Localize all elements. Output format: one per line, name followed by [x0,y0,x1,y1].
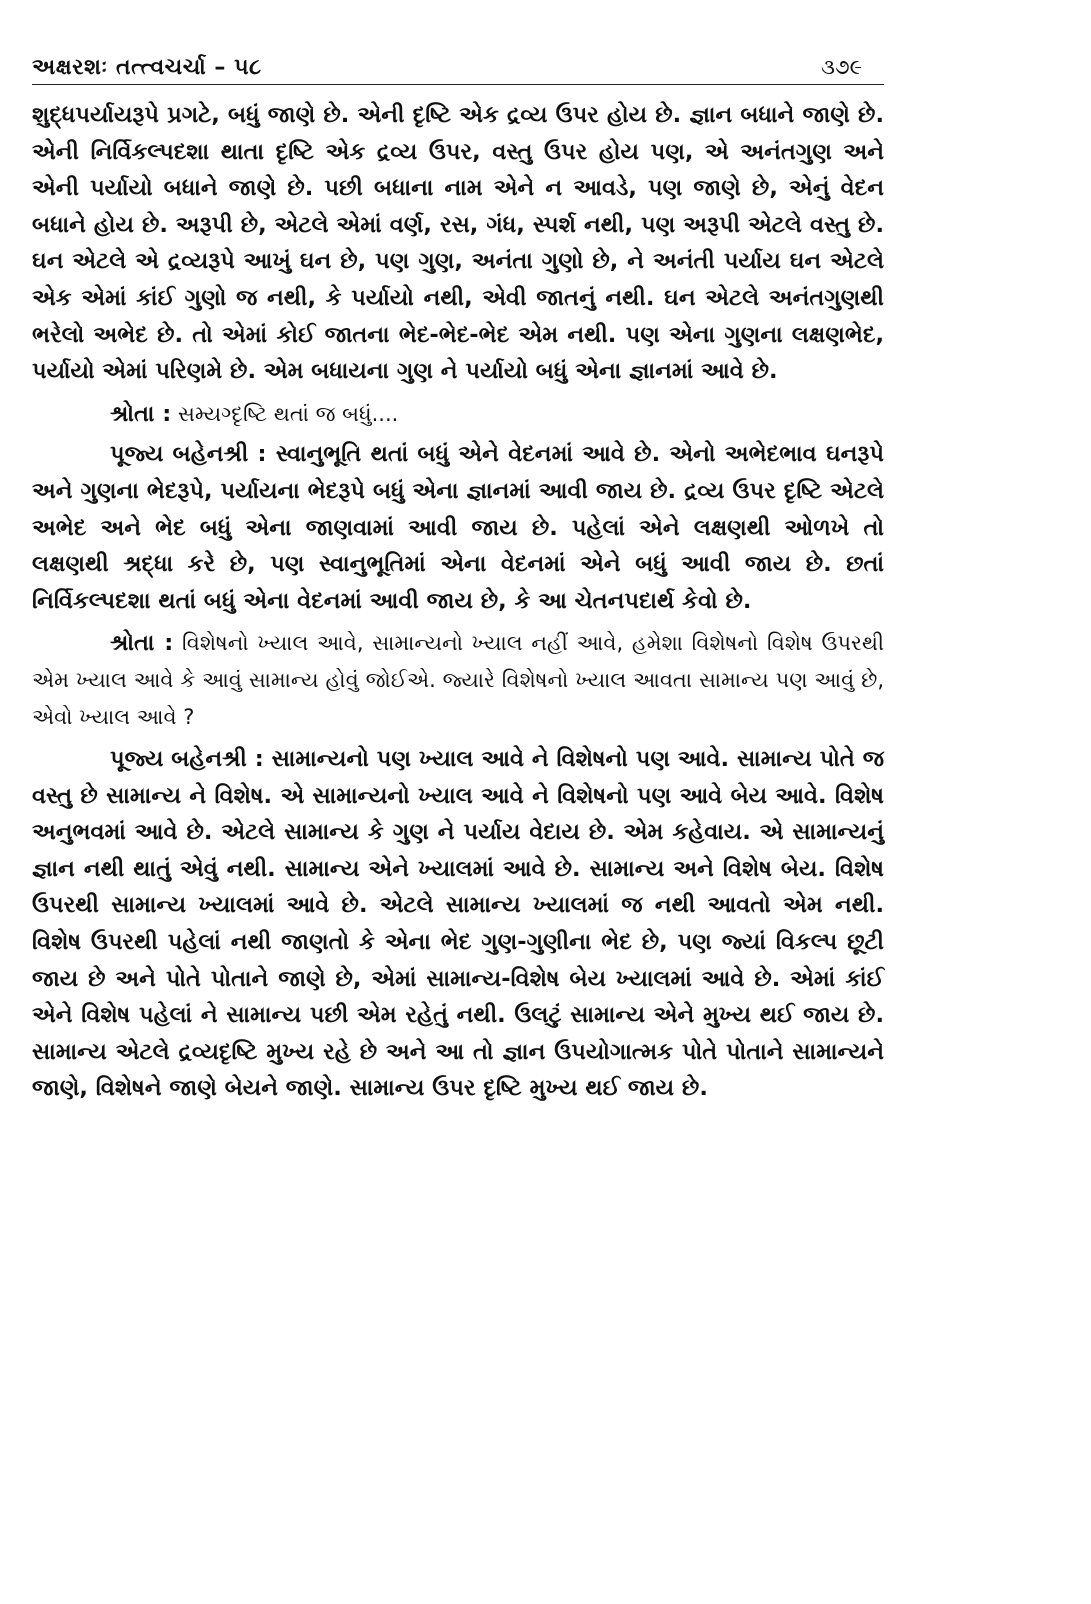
page-body [32,97,884,1107]
speaker-label: પૂજ્ય બહેનશ્રી : [110,746,264,773]
running-header [32,42,884,85]
listener-question [32,625,884,735]
speaker-label: શ્રોતા : [110,400,172,427]
speaker-label: પૂજ્ય બહેનશ્રી : [110,441,267,468]
teacher-answer [32,741,884,1107]
paragraph-text: વિશેષનો ખ્યાલ આવે, સામાન્યનો ખ્યાલ નહીં આવે, હમેશા વિશેષનો વિશેષ ઉપરથી એમ ખ્યાલ આવે કે આવું સામાન્ય હોવું જોઈએ. જ્યારે વિશેષનો ખ્યાલ આવતા સામાન્ય પણ આવું છે, એવો ખ્યાલ આવે ? [32,631,884,729]
speaker-label: શ્રોતા : [110,630,174,657]
header-title: અક્ષરશઃ તત્ત્વચર્ચા – ૫૮ [32,55,262,80]
paragraph-text: સમ્યગ્દૃષ્ટિ થતાં જ બધું.... [177,401,399,426]
paragraph-text: સ્વાનુભૂતિ થતાં બધું એને વેદનમાં આવે છે. એનો અભેદભાવ ઘનરૂપે અને ગુણના ભેદરૂપે, પર્યાયના ભેદરૂપે બધું એના જ્ઞાનમાં આવી જાય છે. દ્રવ્ય ઉપર દૃષ્ટિ એટલે અભેદ અને ભેદ બધું એના જાણવામાં આવી જાય છે. પહેલાં એને લક્ષણથી ઓળખે તો લક્ષણથી શ્રદ્ધા કરે છે, પણ સ્વાનુભૂતિમાં એના વેદનમાં એને બધું આવી જાય છે. છતાં નિર્વિકલ્પદશા થતાં બધું એના વેદનમાં આવી જાય છે, કે આ ચેતનપદાર્થ કેવો છે. [32,441,884,614]
page-number: ૩૭૯ [820,55,862,79]
teacher-answer [32,436,884,619]
paragraph-continuation [32,97,884,390]
paragraph-text: સામાન્યનો પણ ખ્યાલ આવે ને વિશેષનો પણ આવે. સામાન્ય પોતે જ વસ્તુ છે સામાન્ય ને વિશેષ. એ સામાન્યનો ખ્યાલ આવે ને વિશેષનો પણ આવે બેય આવે. વિશેષ અનુભવમાં આવે છે. એટલે સામાન્ય કે ગુણ ને પર્યાય વેદાય છે. એમ કહેવાય. એ સામાન્યનું જ્ઞાન નથી થાતું એવું નથી. સામાન્ય એને ખ્યાલમાં આવે છે. સામાન્ય અને વિશેષ બેય. વિશેષ ઉપરથી સામાન્ય ખ્યાલમાં આવે છે. એટલે સામાન્ય ખ્યાલમાં જ નથી આવતો એમ નથી. વિશેષ ઉપરથી પહેલાં નથી જાણતો કે એના ભેદ ગુણ-ગુણીના ભેદ છે, પણ જ્યાં વિકલ્પ છૂટી જાય છે અને પોતે પોતાને જાણે છે, એમાં સામાન્ય-વિશેષ બેય ખ્યાલમાં આવે છે. એમાં કાંઈ એને વિશેષ પહેલાં ને સામાન્ય પછી એમ રહેતું નથી. ઉલટું સામાન્ય એને મુખ્ય થઈ જાય છે. સામાન્ય એટલે દ્રવ્યદૃષ્ટિ મુખ્ય રહે છે અને આ તો જ્ઞાન ઉપયોગાત્મક પોતે પોતાને સામાન્યને જાણે, વિશેષને જાણે બેયને જાણે. સામાન્ય ઉપર દૃષ્ટિ મુખ્ય થઈ જાય છે. [32,746,884,1102]
paragraph-text: શુદ્ધપર્યાયરૂપે પ્રગટે, બધું જાણે છે. એની દૃષ્ટિ એક દ્રવ્ય ઉપર હોય છે. જ્ઞાન બધાને જાણે છે. એની નિર્વિકલ્પદશા થાતા દૃષ્ટિ એક દ્રવ્ય ઉપર, વસ્તુ ઉપર હોય પણ, એ અનંતગુણ અને એની પર્યાયો બધાને જાણે છે. પછી બધાના નામ એને ન આવડે, પણ જાણે છે, એનું વેદન બધાને હોય છે. અરૂપી છે, એટલે એમાં વર્ણ, રસ, ગંધ, સ્પર્શ નથી, પણ અરૂપી એટલે વસ્તુ છે. ઘન એટલે એ દ્રવ્યરૂપે આખું ઘન છે, પણ ગુણ, અનંતા ગુણો છે, ને અનંતી પર્યાય ઘન એટલે એક એમાં કાંઈ ગુણો જ નથી, કે પર્યાયો નથી, એવી જાતનું નથી. ઘન એટલે અનંતગુણથી ભરેલો અભેદ છે. તો એમાં કોઈ જાતના ભેદ-ભેદ-ભેદ એમ નથી. પણ એના ગુણના લક્ષણભેદ, પર્યાયો એમાં પરિણમે છે. એમ બધાયના ગુણ ને પર્યાયો બધું એના જ્ઞાનમાં આવે છે. [32,102,884,385]
listener-question [32,396,884,433]
page [32,42,884,1107]
